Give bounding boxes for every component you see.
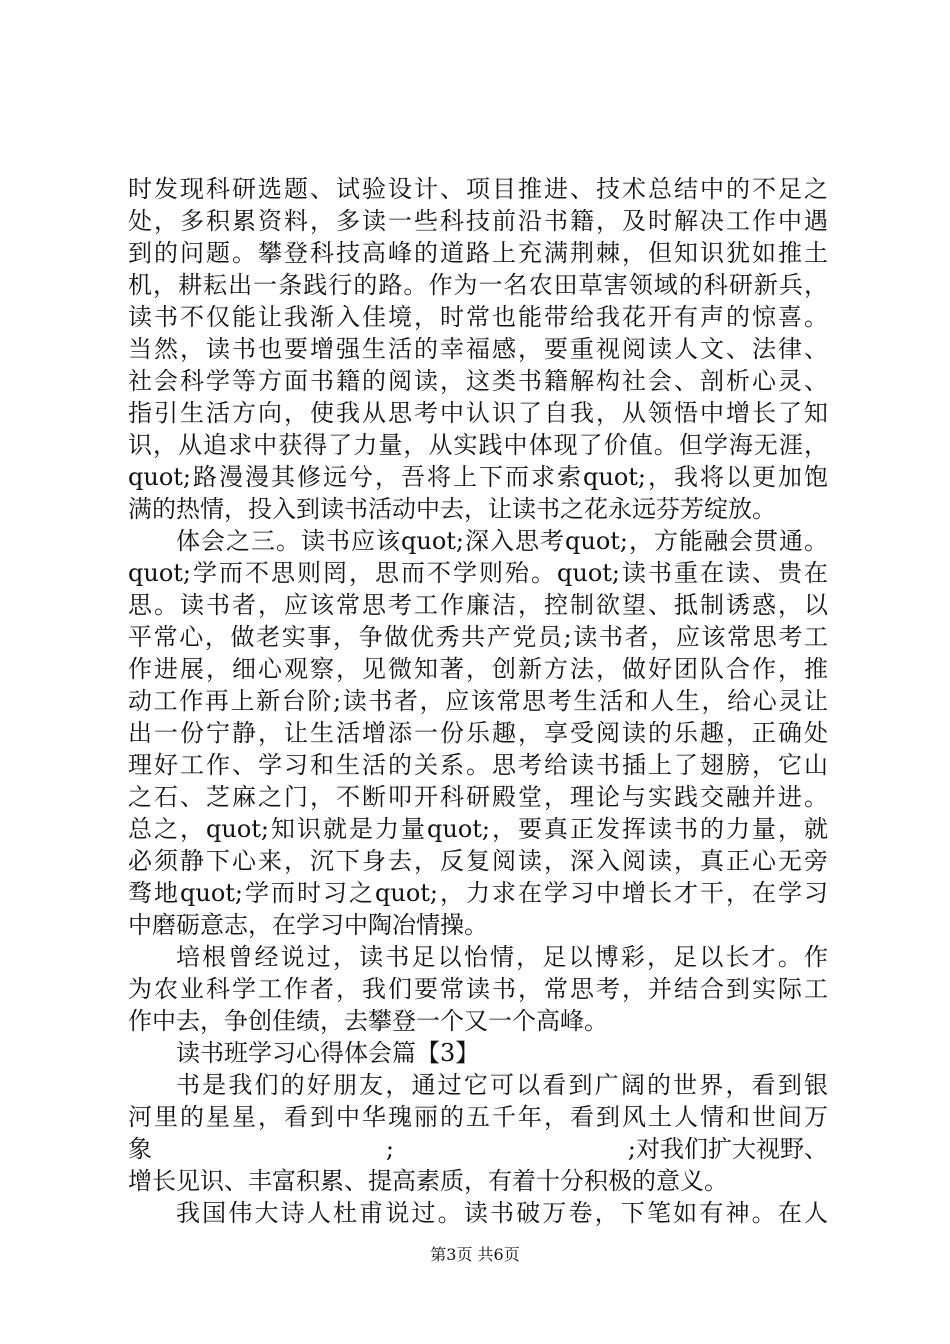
text-line: 社会科学等方面书籍的阅读，这类书籍解构社会、剖析心灵、	[128, 367, 828, 395]
text-line: 思。读书者，应该常思考工作廉洁，控制欲望、抵制诱惑，以	[128, 591, 828, 619]
text-line: 作进展，细心观察，见微知著，创新方法，做好团队合作，推	[128, 655, 828, 683]
text-segment: ;	[385, 1135, 394, 1163]
text-line: 指引生活方向，使我从思考中认识了自我，从领悟中增长了知	[128, 399, 828, 427]
paragraph-start-line: 体会之三。读书应该quot;深入思考quot;，方能融会贯通。	[176, 527, 828, 555]
text-line: 理好工作、学习和生活的关系。思考给读书插上了翅膀，它山	[128, 751, 828, 779]
text-line: 机，耕耘出一条践行的路。作为一名农田草害领域的科研新兵，	[128, 271, 828, 299]
paragraph-start-line: 我国伟大诗人杜甫说过。读书破万卷，下笔如有神。在人	[176, 1199, 828, 1227]
text-line: quot;学而不思则罔，思而不学则殆。quot;读书重在读、贵在	[128, 559, 828, 587]
text-line: 当然，读书也要增强生活的幸福感，要重视阅读人文、法律、	[128, 335, 828, 363]
text-line: 中磨砺意志，在学习中陶冶情操。	[128, 911, 488, 939]
text-line: 出一份宁静，让生活增添一份乐趣，享受阅读的乐趣，正确处	[128, 719, 828, 747]
text-line: 河里的星星，看到中华瑰丽的五千年，看到风土人情和世间万	[128, 1103, 828, 1131]
document-body	[128, 173, 828, 1229]
text-line: 动工作再上新台阶;读书者，应该常思考生活和人生，给心灵让	[128, 687, 828, 715]
text-line: 之石、芝麻之门，不断叩开科研殿堂，理论与实践交融并进。	[128, 783, 828, 811]
text-line	[128, 1133, 828, 1165]
paragraph-start-line: 培根曾经说过，读书足以怡情，足以博彩，足以长才。作	[176, 943, 828, 971]
text-line: 总之，quot;知识就是力量quot;，要真正发挥读书的力量，就	[128, 815, 828, 843]
text-line: 骛地quot;学而时习之quot;，力求在学习中增长才干，在学习	[128, 879, 828, 907]
text-line: 作中去，争创佳绩，去攀登一个又一个高峰。	[128, 1007, 608, 1035]
text-line: 识，从追求中获得了力量，从实践中体现了价值。但学海无涯，	[128, 431, 828, 459]
text-line: 处，多积累资料，多读一些科技前沿书籍，及时解决工作中遇	[128, 207, 828, 235]
text-line: 时发现科研选题、试验设计、项目推进、技术总结中的不足之	[128, 175, 828, 203]
paragraph-start-line: 书是我们的好朋友，通过它可以看到广阔的世界，看到银	[176, 1071, 828, 1099]
text-segment: 象	[128, 1135, 152, 1163]
text-line: 到的问题。攀登科技高峰的道路上充满荆棘，但知识犹如推土	[128, 239, 828, 267]
text-line: 增长见识、丰富积累、提高素质，有着十分积极的意义。	[128, 1167, 728, 1195]
text-line: 为农业科学工作者，我们要常读书，常思考，并结合到实际工	[128, 975, 828, 1003]
page-footer: 第3页 共6页	[430, 1245, 520, 1264]
text-line: 满的热情，投入到读书活动中去，让读书之花永远芬芳绽放。	[128, 495, 776, 523]
text-line: 平常心，做老实事，争做优秀共产党员;读书者，应该常思考工	[128, 623, 828, 651]
section-heading: 读书班学习心得体会篇【3】	[176, 1039, 480, 1067]
text-segment: ;对我们扩大视野、	[627, 1135, 828, 1163]
text-line: 必须静下心来，沉下身去，反复阅读，深入阅读，真正心无旁	[128, 847, 828, 875]
text-line: quot;路漫漫其修远兮，吾将上下而求索quot;，我将以更加饱	[128, 463, 828, 491]
text-line: 读书不仅能让我渐入佳境，时常也能带给我花开有声的惊喜。	[128, 303, 828, 331]
